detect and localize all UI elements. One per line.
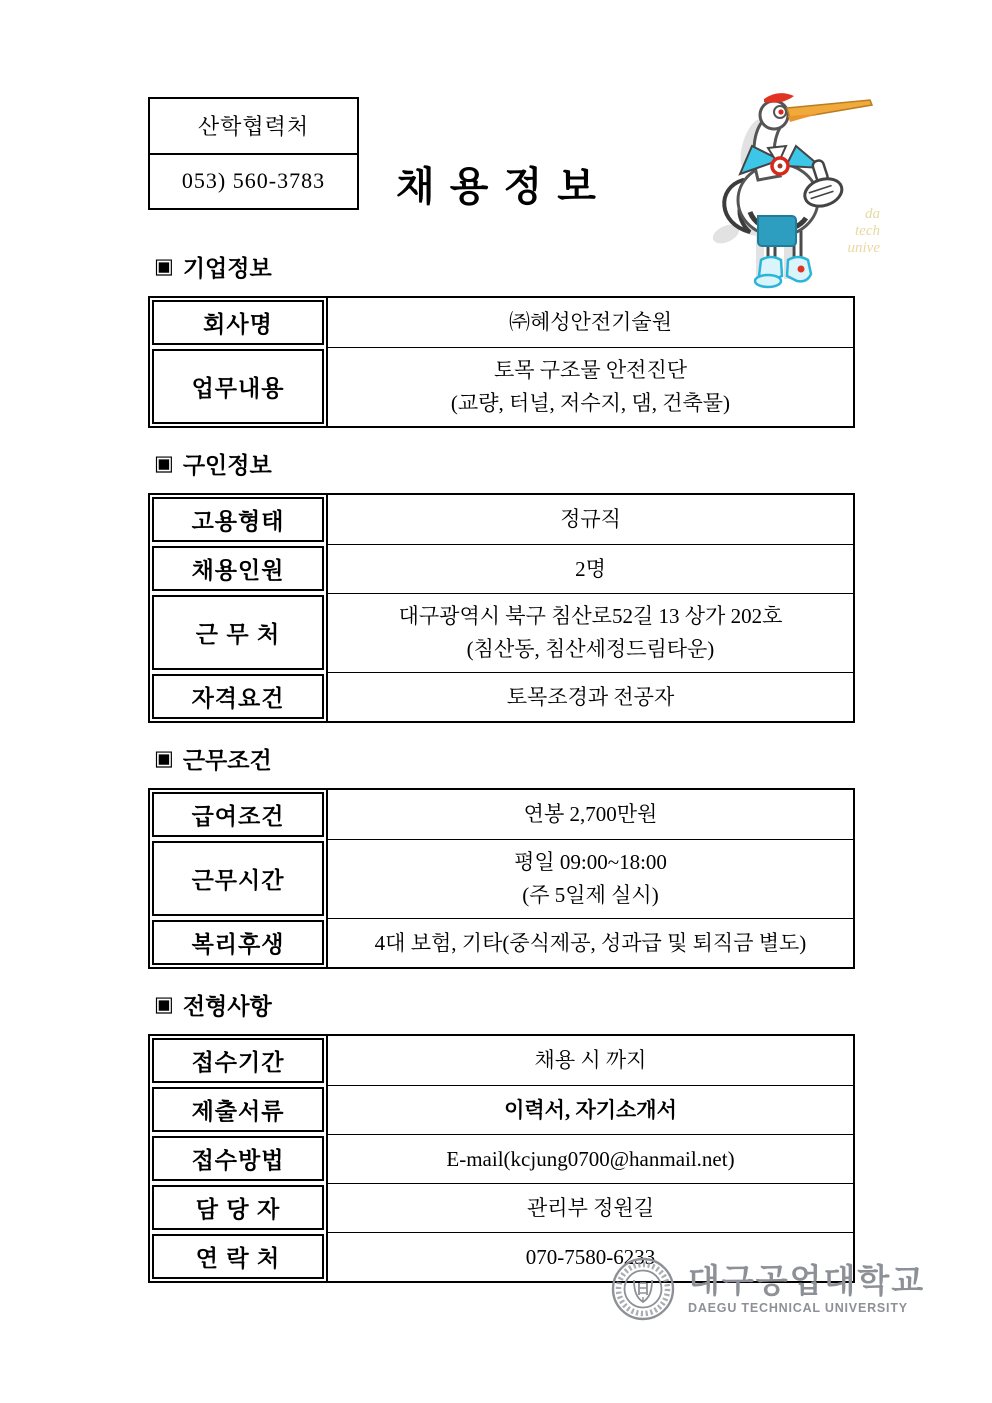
row-label-cell xyxy=(150,347,328,426)
row-label-cell xyxy=(150,672,328,721)
row-value-line: 연봉 2,700만원 xyxy=(523,802,658,826)
section-1 xyxy=(148,250,855,428)
info-table xyxy=(148,493,855,723)
row-value xyxy=(328,790,853,839)
info-table xyxy=(148,296,855,428)
row-value-line: 2명 xyxy=(575,556,606,581)
table-row xyxy=(150,672,853,721)
row-label: 채용인원 xyxy=(152,546,324,591)
row-label: 제출서류 xyxy=(152,1087,324,1132)
row-value xyxy=(328,918,853,967)
table-row xyxy=(150,298,853,347)
info-table xyxy=(148,1034,855,1283)
table-row xyxy=(150,918,853,967)
row-label-cell xyxy=(150,790,328,839)
row-value-line: 평일 09:00~18:00 xyxy=(514,850,667,874)
row-value xyxy=(328,544,853,593)
row-label: 근무시간 xyxy=(152,841,324,916)
section-2 xyxy=(148,447,855,723)
table-row xyxy=(150,1036,853,1085)
section-heading xyxy=(154,742,855,775)
row-value xyxy=(328,1134,853,1183)
row-value-line: 관리부 정원길 xyxy=(527,1195,654,1220)
row-value-line: 토목 구조물 안전진단 xyxy=(493,358,688,382)
row-label-cell xyxy=(150,593,328,672)
row-label-cell xyxy=(150,1183,328,1232)
row-value-line: (침산동, 침산세정드림타운) xyxy=(466,637,715,661)
mascot-watermark-text: da tech unive xyxy=(847,206,880,256)
table-row xyxy=(150,544,853,593)
row-label-cell xyxy=(150,1134,328,1183)
row-label: 업무내용 xyxy=(152,349,324,424)
row-value-line: ㈜혜성안전기술원 xyxy=(508,310,672,334)
table-row xyxy=(150,1085,853,1134)
row-label-cell xyxy=(150,1085,328,1134)
section-heading xyxy=(154,250,855,283)
row-label: 급여조건 xyxy=(152,792,324,837)
row-label: 자격요건 xyxy=(152,674,324,719)
office-phone: 053) 560-3783 xyxy=(150,153,357,209)
row-label-cell xyxy=(150,918,328,967)
row-value-line: 채용 시 까지 xyxy=(534,1048,647,1072)
row-label-cell xyxy=(150,495,328,544)
row-value xyxy=(328,495,853,544)
row-value-line: 이력서, 자기소개서 xyxy=(504,1097,677,1122)
info-table xyxy=(148,788,855,969)
row-label: 근 무 처 xyxy=(152,595,324,670)
section-heading-label: 근무조건 xyxy=(182,747,272,773)
row-label-cell xyxy=(150,544,328,593)
row-value-line: 토목조경과 전공자 xyxy=(506,684,675,709)
row-label: 담 당 자 xyxy=(152,1185,324,1230)
row-label: 복리후생 xyxy=(152,920,324,965)
university-seal-icon xyxy=(610,1256,676,1322)
section-3 xyxy=(148,742,855,969)
section-marker-icon: ▣ xyxy=(154,452,174,475)
table-row xyxy=(150,1183,853,1232)
row-value xyxy=(328,593,853,672)
row-value-line: 070-7580-6233 xyxy=(525,1244,656,1269)
table-row xyxy=(150,495,853,544)
section-marker-icon: ▣ xyxy=(154,255,174,278)
university-logo xyxy=(610,1256,925,1322)
row-value xyxy=(328,1036,853,1085)
university-name-kr: 대구공업대학교 xyxy=(688,1261,926,1299)
row-value xyxy=(328,839,853,918)
university-name-en: DAEGU TECHNICAL UNIVERSITY xyxy=(688,1300,908,1315)
row-label: 고용형태 xyxy=(152,497,324,542)
row-label-cell xyxy=(150,839,328,918)
section-heading xyxy=(154,988,855,1021)
row-label-cell xyxy=(150,298,328,347)
table-row xyxy=(150,839,853,918)
row-value xyxy=(328,1183,853,1232)
sections-container xyxy=(148,250,855,1283)
table-row xyxy=(150,1134,853,1183)
row-value xyxy=(328,298,853,347)
row-value-line: E-mail(kcjung0700@hanmail.net) xyxy=(446,1146,735,1171)
section-4 xyxy=(148,988,855,1283)
contact-office-box xyxy=(148,97,359,210)
page-title: 채 용 정 보 xyxy=(396,165,598,209)
office-name: 산학협력처 xyxy=(197,114,310,140)
row-value-line: (교량, 터널, 저수지, 댐, 건축물) xyxy=(450,391,731,415)
row-value-line: (주 5일제 실시) xyxy=(522,883,659,907)
row-label-cell xyxy=(150,1036,328,1085)
section-heading-label: 구인정보 xyxy=(182,452,272,478)
table-row xyxy=(150,347,853,426)
section-heading-label: 전형사항 xyxy=(182,993,272,1019)
table-row xyxy=(150,790,853,839)
row-value xyxy=(328,672,853,721)
row-value-line: 정규직 xyxy=(560,507,621,531)
section-heading xyxy=(154,447,855,480)
row-label: 연 락 처 xyxy=(152,1234,324,1279)
row-label: 접수기간 xyxy=(152,1038,324,1083)
row-label: 회사명 xyxy=(152,300,324,345)
row-value xyxy=(328,1085,853,1134)
row-label-cell xyxy=(150,1232,328,1281)
row-value xyxy=(328,347,853,426)
section-marker-icon: ▣ xyxy=(154,747,174,770)
table-row xyxy=(150,593,853,672)
row-value-line: 대구광역시 북구 침산로52길 13 상가 202호 xyxy=(398,604,783,628)
row-label: 접수방법 xyxy=(152,1136,324,1181)
section-heading-label: 기업정보 xyxy=(182,255,272,281)
section-marker-icon: ▣ xyxy=(154,993,174,1016)
row-value-line: 4대 보험, 기타(중식제공, 성과급 및 퇴직금 별도) xyxy=(374,930,807,955)
